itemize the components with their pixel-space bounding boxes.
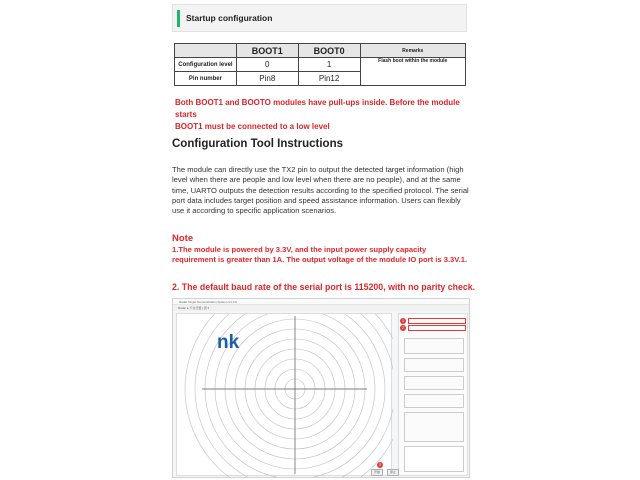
cell-remarks: Flash boot within the module [360,58,466,86]
brand-logo: nk [217,332,240,353]
pullup-warning-line2: BOOT1 must be connected to a low level [175,122,330,131]
pullup-warning [175,97,475,133]
param-group-5 [404,412,464,442]
start-button[interactable]: 开始 [371,469,383,476]
param-group-3 [404,376,464,390]
row-label: Pin number [175,72,237,86]
cell-boot0: Pin12 [298,72,360,86]
cell-boot1: 0 [236,58,298,72]
tool-screenshot [172,298,470,478]
tool-section-paragraph: The module can directly use the TX2 pin to output the detected target information (high level when there are people and low level when there are no people), and at the same time, UARTO outputs the detection results according to the specified protocol. The serial port data includes target position and speed assistance information. Users can flexibly use it according to specific application scenarios. [172,165,469,216]
table-header-remarks: Remarks [360,44,466,58]
cell-boot0: 1 [298,58,360,72]
section-accent-bar [177,10,180,27]
callout-badge-3: 3 [378,462,382,467]
note-item-2: 2. The default baud rate of the serial port is 115200, with no parity check. [172,282,476,292]
callout-badge-1: 1 [401,318,405,323]
radar-rings-svg [177,314,393,477]
radar-plot-area [176,313,392,476]
serial-port-row[interactable] [408,318,466,324]
table-header-boot1: BOOT1 [236,44,298,58]
data-table-box [404,446,464,472]
callout-badge-2: 2 [401,325,405,330]
param-group-4 [404,394,464,408]
row-label: Configuration level [175,58,237,72]
cell-boot1: Pin8 [236,72,298,86]
settings-panel [398,313,468,476]
param-group-1 [404,338,464,354]
param-group-2 [404,358,464,372]
section-header [172,4,467,32]
tool-window-title: Radar Target Demonstration System V1.0.0 [173,299,469,305]
table-row [175,58,466,72]
connect-row[interactable] [408,325,466,331]
table-header-empty [175,44,237,58]
pullup-warning-line1: Both BOOT1 and BOOTO modules have pull-ups inside. Before the module starts [175,98,460,119]
note-heading: Note [172,233,194,244]
section-title: Startup configuration [186,13,273,23]
table-header-row [175,44,466,58]
startup-config-table [174,43,466,86]
stop-button[interactable]: 停止 [387,469,399,476]
tool-menu-bar: Radar ▸ 平台设置 | 测 ▾ [173,305,469,311]
note-item-1: 1.The module is powered by 3.3V, and the input power supply capacity requirement is greater than 1A. The output voltage of the module IO port is 3.3V.1. [172,245,468,264]
tool-section-title: Configuration Tool Instructions [172,138,343,150]
table-header-boot0: BOOT0 [298,44,360,58]
